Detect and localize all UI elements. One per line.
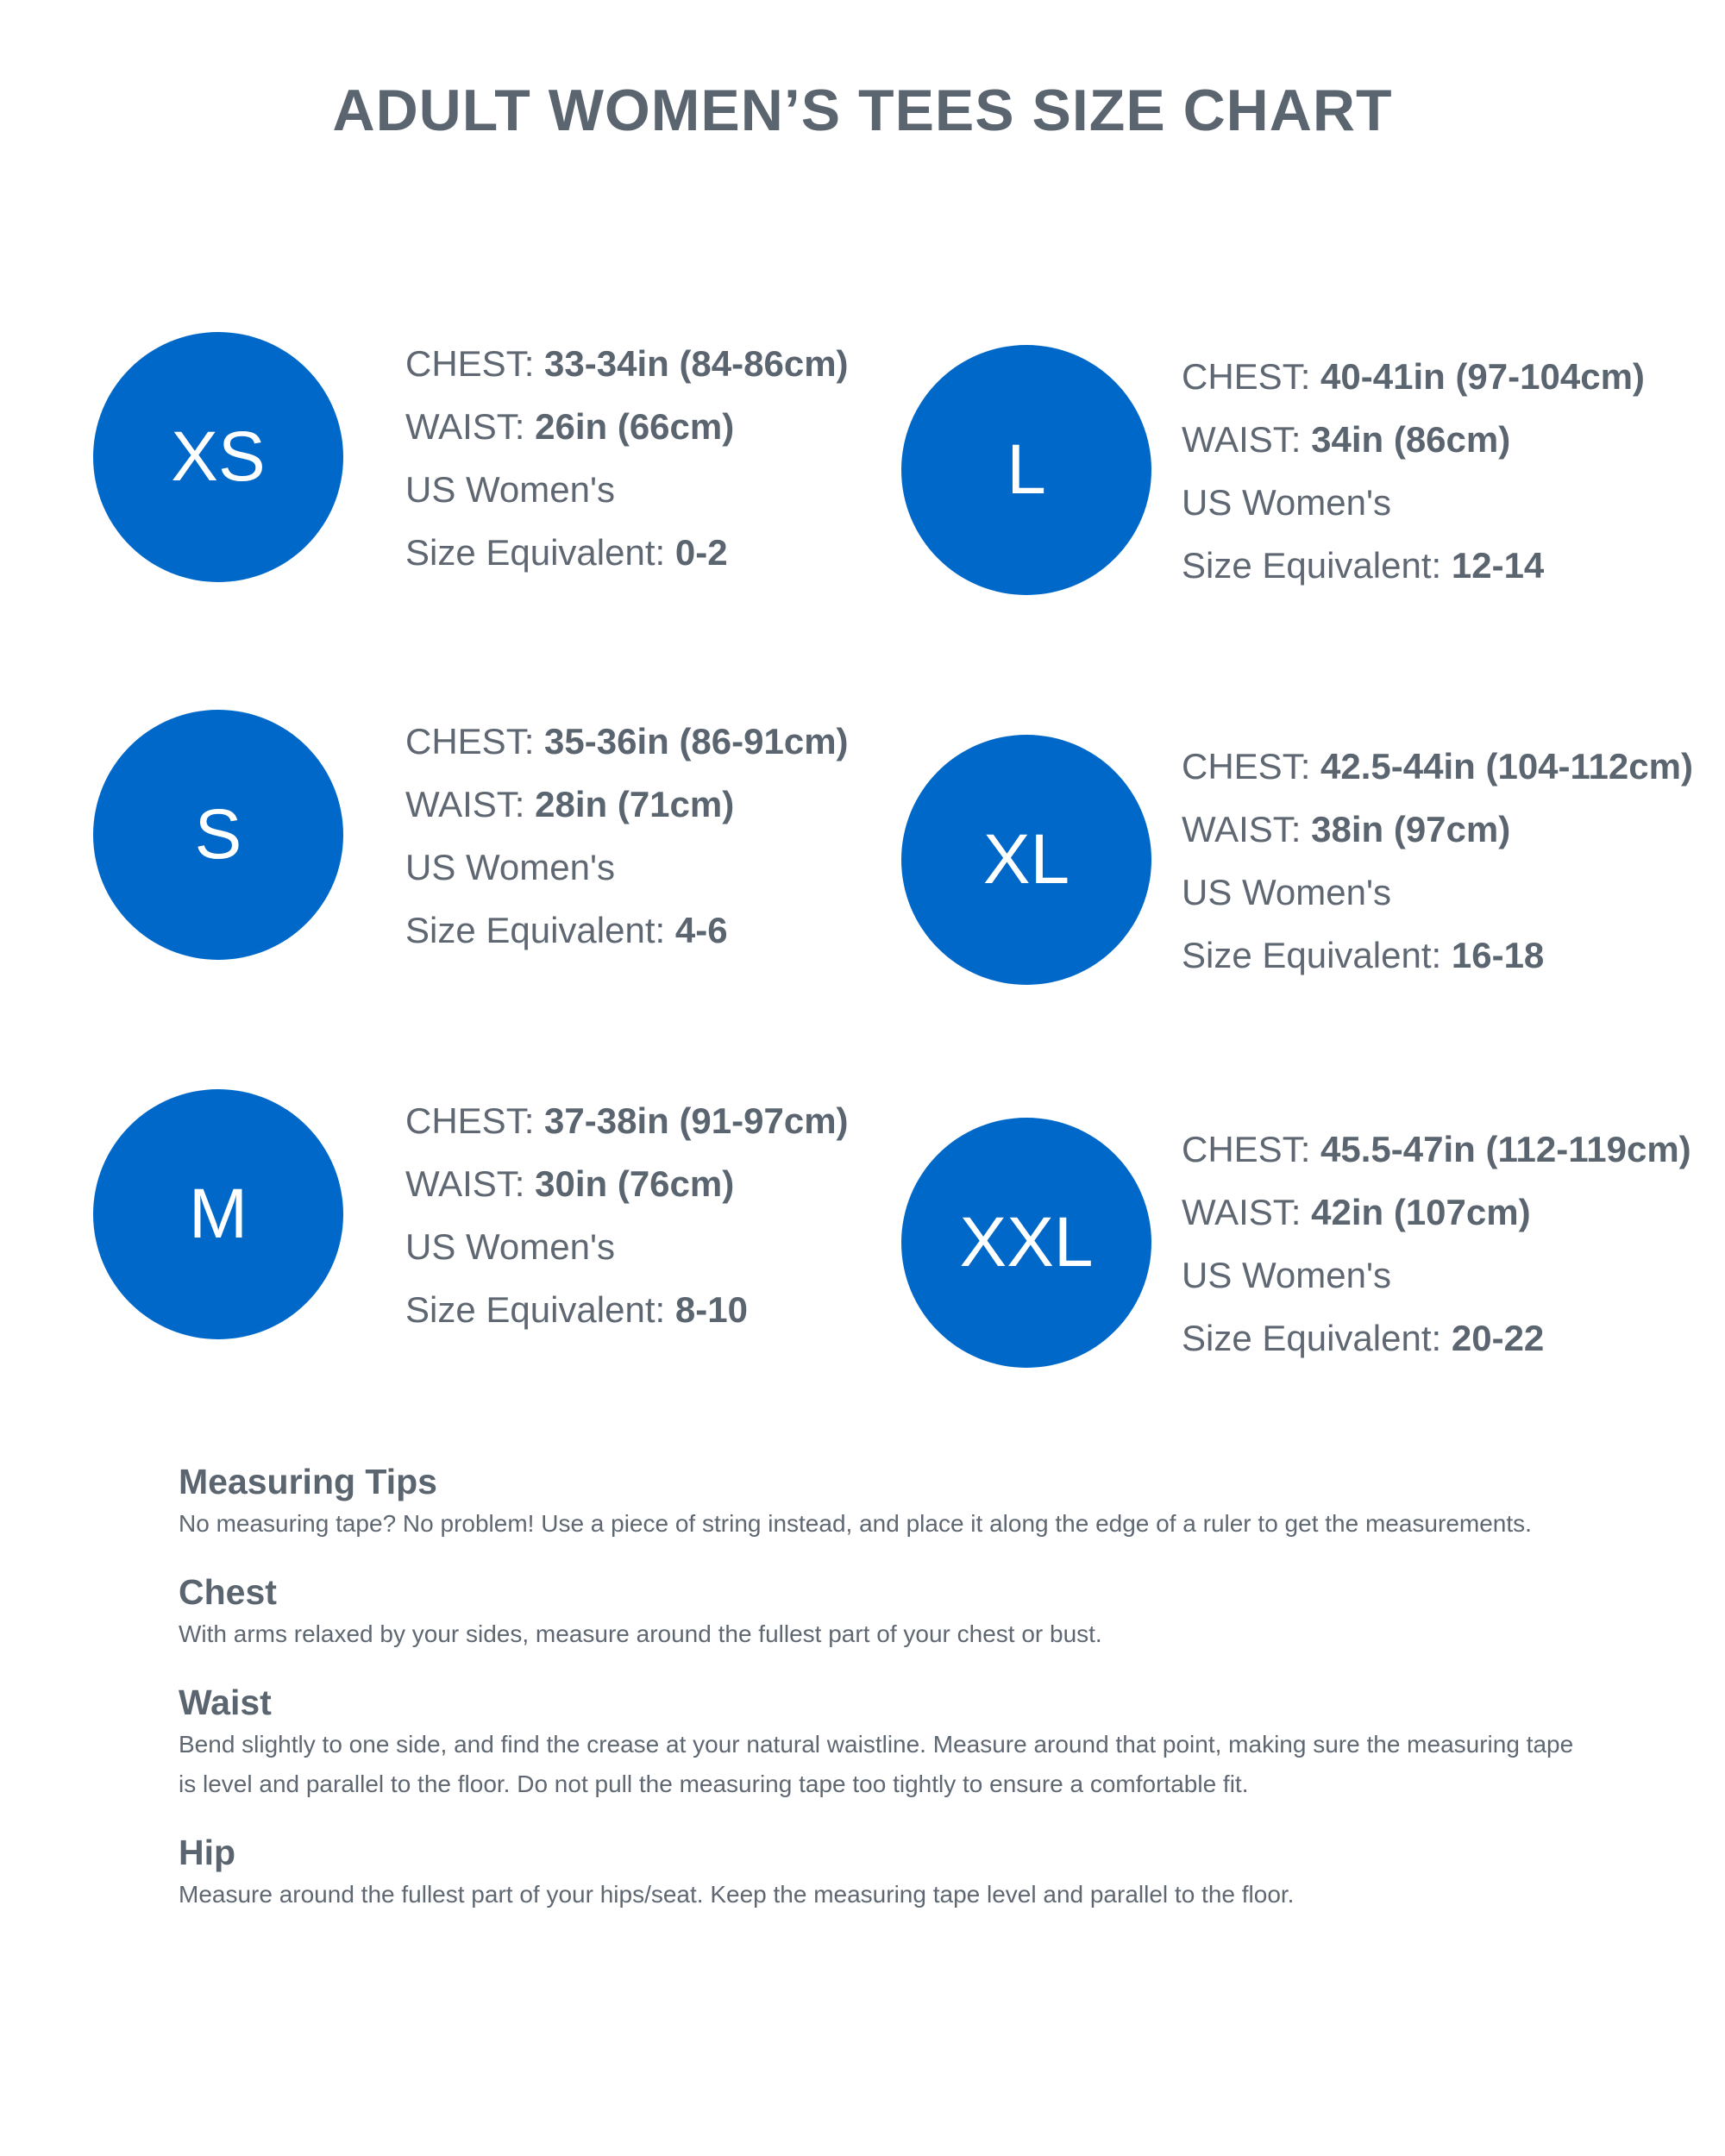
size-equivalent-line (1182, 1307, 1691, 1369)
size-details (1182, 345, 1645, 597)
size-details (1182, 1118, 1691, 1369)
size-equivalent-label: Size Equivalent: (1182, 935, 1442, 975)
tip-body: With arms relaxed by your sides, measure around the fullest part of your chest or bust. (179, 1620, 1102, 1647)
chest-value: 42.5-44in (104-112cm) (1320, 746, 1693, 787)
us-womens-label: US Women's (1182, 872, 1391, 912)
tip-heading: Hip (179, 1833, 236, 1872)
tip-hip (179, 1830, 1593, 1915)
tip-heading: Measuring Tips (179, 1462, 437, 1501)
tip-waist (179, 1680, 1593, 1804)
size-details (405, 710, 849, 962)
size-equivalent-value: 8-10 (674, 1289, 748, 1330)
size-code: XL (982, 820, 1070, 899)
chest-value: 37-38in (91-97cm) (544, 1100, 849, 1141)
size-equivalent-line (405, 899, 849, 962)
measuring-tips-section (179, 1459, 1593, 1940)
waist-value: 30in (76cm) (535, 1163, 735, 1204)
chest-value: 40-41in (97-104cm) (1320, 356, 1645, 397)
chest-line (405, 1089, 849, 1152)
size-code: S (194, 795, 242, 874)
us-womens-label: US Women's (1182, 1255, 1391, 1295)
chest-label: CHEST: (405, 343, 535, 384)
chest-value: 45.5-47in (112-119cm) (1320, 1129, 1691, 1169)
waist-value: 38in (97cm) (1311, 809, 1511, 849)
size-equivalent-value: 20-22 (1451, 1318, 1545, 1358)
tip-chest (179, 1570, 1593, 1654)
size-circle-xs (93, 332, 343, 582)
waist-value: 42in (107cm) (1311, 1192, 1531, 1232)
waist-label: WAIST: (405, 784, 525, 824)
waist-label: WAIST: (1182, 1192, 1302, 1232)
chest-label: CHEST: (1182, 356, 1311, 397)
size-code: XS (171, 417, 266, 496)
size-code: L (1007, 430, 1046, 509)
tip-heading: Waist (179, 1683, 272, 1722)
size-equivalent-value: 16-18 (1451, 935, 1545, 975)
chest-line (405, 332, 849, 395)
size-details (405, 1089, 849, 1341)
chest-label: CHEST: (405, 721, 535, 761)
waist-label: WAIST: (405, 406, 525, 447)
size-equivalent-line (1182, 924, 1693, 987)
tip-heading: Chest (179, 1572, 277, 1612)
us-womens-label: US Women's (405, 469, 615, 510)
waist-label: WAIST: (1182, 809, 1302, 849)
waist-line (405, 395, 849, 458)
chest-line (1182, 345, 1645, 408)
waist-value: 26in (66cm) (535, 406, 735, 447)
waist-label: WAIST: (405, 1163, 525, 1204)
tip-body: No measuring tape? No problem! Use a piece of string instead, and place it along the edge of a ruler to get the measurements. (179, 1510, 1532, 1537)
size-equivalent-value: 12-14 (1451, 545, 1545, 586)
waist-line (405, 1152, 849, 1215)
us-womens-label: US Women's (405, 1226, 615, 1267)
size-details (1182, 735, 1693, 987)
size-details (405, 332, 849, 584)
page-title: ADULT WOMEN’S TEES SIZE CHART (332, 78, 1393, 143)
size-equivalent-label: Size Equivalent: (405, 910, 666, 950)
size-equivalent-line (1182, 534, 1645, 597)
size-equivalent-line (405, 521, 849, 584)
chest-line (1182, 1118, 1691, 1181)
waist-value: 34in (86cm) (1311, 419, 1511, 460)
size-equivalent-label: Size Equivalent: (1182, 1318, 1442, 1358)
size-equivalent-label: Size Equivalent: (405, 532, 666, 573)
size-equivalent-label: Size Equivalent: (405, 1289, 666, 1330)
waist-line (1182, 1181, 1691, 1244)
chest-line (405, 710, 849, 773)
size-code: XXL (959, 1203, 1094, 1282)
chest-label: CHEST: (405, 1100, 535, 1141)
waist-line (405, 773, 849, 836)
tip-measuring-tips (179, 1459, 1593, 1544)
us-womens-label: US Women's (405, 847, 615, 887)
size-circle-l (901, 345, 1151, 595)
tip-body: Bend slightly to one side, and find the crease at your natural waistline. Measure around that point, making sure the measuring tape is level and parallel to the floor. Do not pull the measuring tape too tightly to ensure a comfortable fit. (179, 1731, 1574, 1797)
us-womens-label: US Women's (1182, 482, 1391, 523)
size-circle-xl (901, 735, 1151, 985)
chest-label: CHEST: (1182, 1129, 1311, 1169)
size-equivalent-label: Size Equivalent: (1182, 545, 1442, 586)
waist-line (1182, 408, 1645, 471)
chest-value: 35-36in (86-91cm) (544, 721, 849, 761)
size-equivalent-line (405, 1278, 849, 1341)
size-circle-s (93, 710, 343, 960)
size-equivalent-value: 4-6 (674, 910, 728, 950)
waist-value: 28in (71cm) (535, 784, 735, 824)
size-code: M (188, 1175, 248, 1253)
size-equivalent-value: 0-2 (674, 532, 728, 573)
waist-label: WAIST: (1182, 419, 1302, 460)
waist-line (1182, 798, 1693, 861)
tip-body: Measure around the fullest part of your hips/seat. Keep the measuring tape level and parallel to the floor. (179, 1881, 1295, 1908)
size-circle-m (93, 1089, 343, 1339)
chest-line (1182, 735, 1693, 798)
chest-label: CHEST: (1182, 746, 1311, 787)
chest-value: 33-34in (84-86cm) (544, 343, 849, 384)
size-circle-xxl (901, 1118, 1151, 1368)
